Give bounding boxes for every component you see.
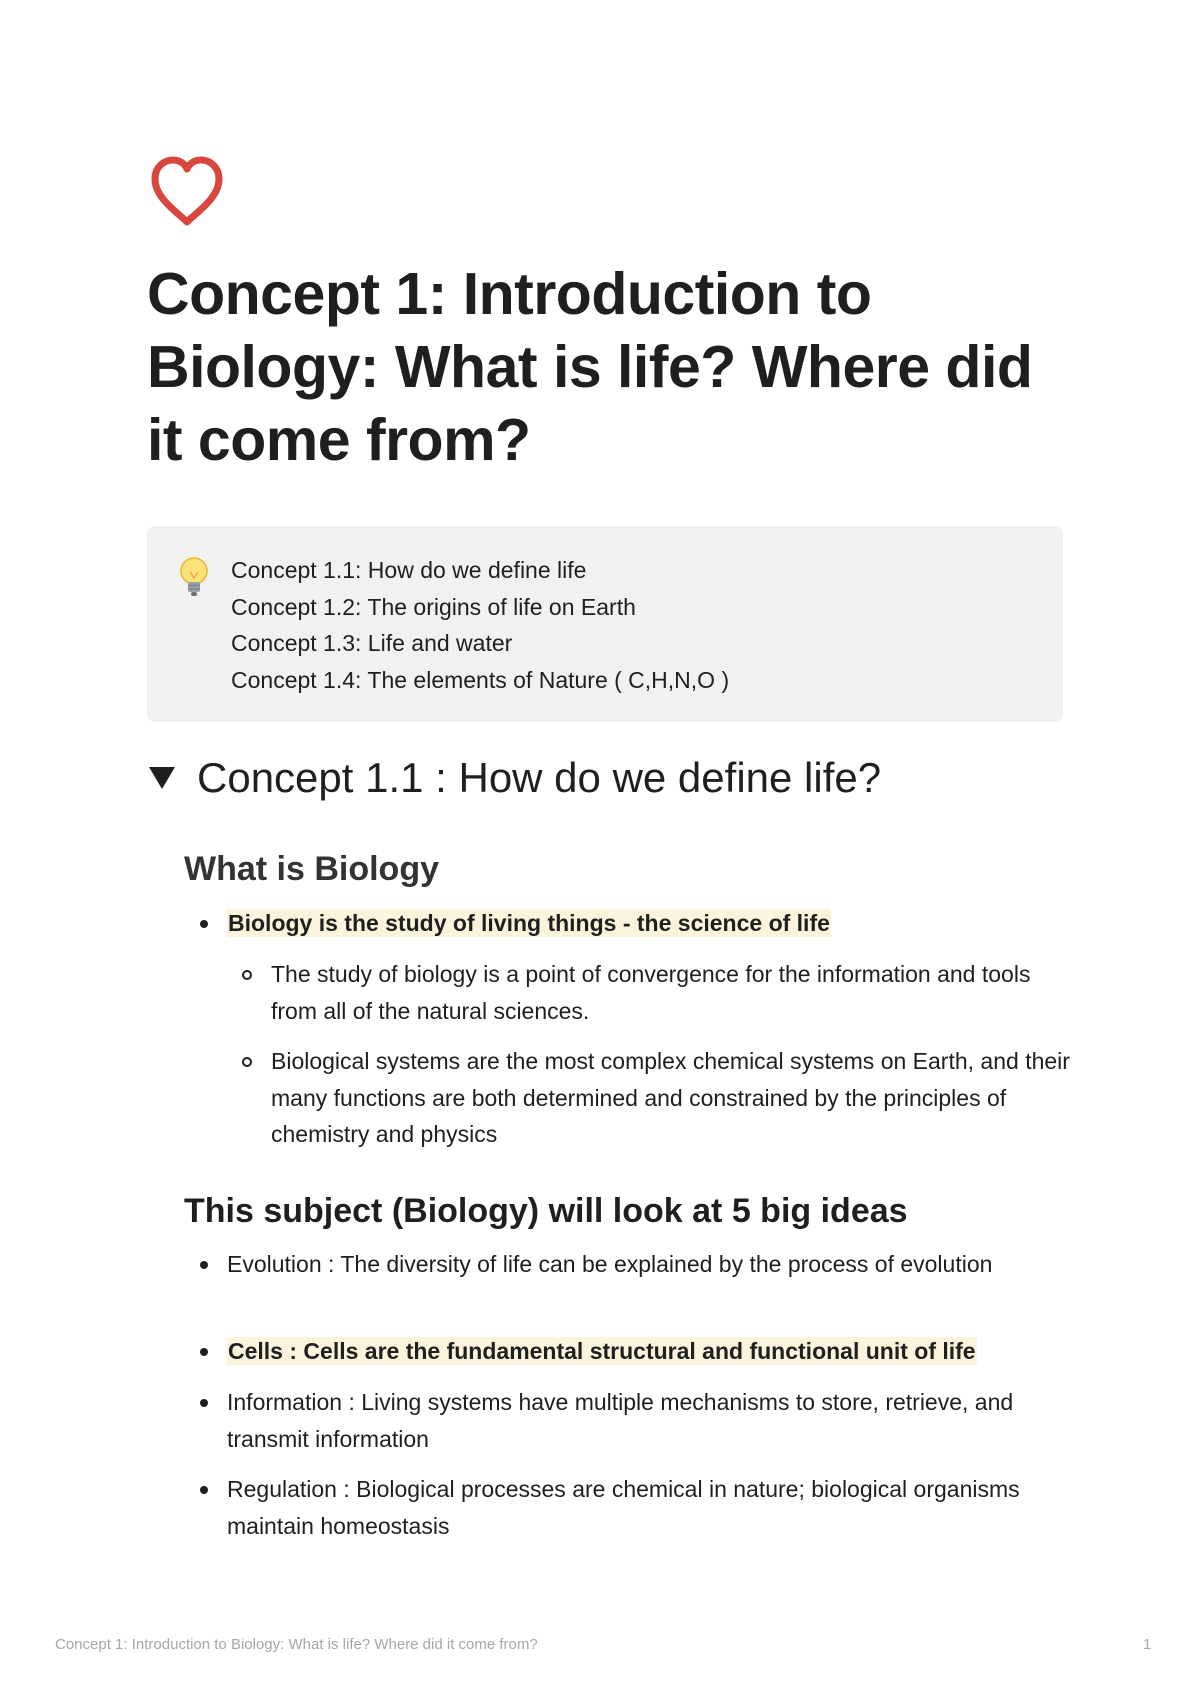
bullet-dot <box>200 1261 208 1269</box>
page-title: Concept 1: Introduction to Biology: What is life? Where did it come from? <box>147 261 1033 473</box>
heart-icon <box>147 152 227 232</box>
list-item <box>227 1246 1063 1283</box>
subheading-five-big-ideas: This subject (Biology) will look at 5 big ideas <box>184 1192 908 1230</box>
toggle-heading-concept-1-1[interactable] <box>147 752 881 804</box>
list-item <box>227 905 1063 942</box>
bullet-ring <box>242 970 252 980</box>
list-item-text: Evolution : The diversity of life can be explained by the process of evolution <box>227 1251 993 1277</box>
highlighted-text: Biology is the study of living things - the science of life <box>228 910 830 936</box>
list-item <box>227 1471 1063 1544</box>
list-item <box>227 1333 1063 1370</box>
list-item-text: Biological systems are the most complex chemical systems on Earth, and their many functions are both determined and constrained by the principles of chemistry and physics <box>271 1048 1070 1147</box>
callout-line: Concept 1.4: The elements of Nature ( C,H,N,O ) <box>231 666 730 693</box>
lightbulb-icon <box>177 556 211 602</box>
footer-title: Concept 1: Introduction to Biology: What is life? Where did it come from? <box>55 1636 538 1653</box>
bullet-dot <box>200 1399 208 1407</box>
toggle-heading-text: Concept 1.1 : How do we define life? <box>197 754 882 801</box>
list-item-text: Information : Living systems have multiple mechanisms to store, retrieve, and transmit information <box>227 1389 1014 1452</box>
callout-box <box>147 526 1063 722</box>
page-number: 1 <box>1143 1636 1152 1653</box>
bullet-dot <box>200 1348 208 1356</box>
bullet-dot <box>200 1486 208 1494</box>
callout-text <box>231 552 729 698</box>
list-item-text: Regulation : Biological processes are chemical in nature; biological organisms maintain homeostasis <box>227 1476 1020 1539</box>
list-item-nested <box>271 956 1071 1029</box>
callout-line: Concept 1.2: The origins of life on Earth <box>231 593 636 620</box>
bullet-ring <box>242 1057 252 1067</box>
list-item-text: The study of biology is a point of convergence for the information and tools from all of the natural sciences. <box>271 961 1031 1024</box>
list-item-nested <box>271 1043 1071 1153</box>
subheading-what-is-biology: What is Biology <box>184 850 439 888</box>
callout-line: Concept 1.1: How do we define life <box>231 557 587 583</box>
toggle-triangle-icon[interactable] <box>147 764 177 792</box>
bullet-dot <box>200 920 208 928</box>
callout-line: Concept 1.3: Life and water <box>231 630 513 656</box>
list-item <box>227 1384 1063 1457</box>
highlighted-text: Cells : Cells are the fundamental structural and functional unit of life <box>228 1338 976 1364</box>
